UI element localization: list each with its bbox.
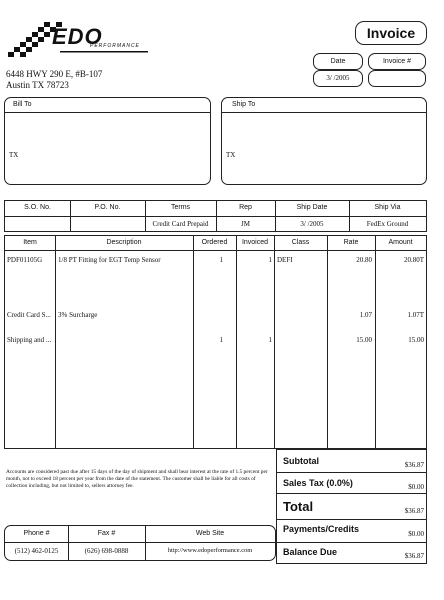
fax-number: (626) 698-0888 <box>84 547 129 555</box>
value-ship-via: FedEx Ground <box>366 220 409 228</box>
row-invoiced: 1 <box>268 336 272 344</box>
row-invoiced: 1 <box>268 256 272 264</box>
date-label: Date <box>313 53 363 70</box>
website-url[interactable]: http://www.edoperformance.com <box>167 547 253 554</box>
col-invoiced: Invoiced <box>241 239 269 246</box>
payment-terms-text: Accounts are considered past due after 15 days of the day of shipment and shall bear interest at the rate of 1.5 percent per month, not to exceed 18 percent per year from the date of the statement. The customer shall be liable for all costs of collection including, but not limited to, sellers attorney fee. <box>6 469 268 489</box>
header-ship-via: Ship Via <box>374 204 401 211</box>
row-item: PDF01105G <box>7 256 43 264</box>
ship-to-box <box>221 97 427 185</box>
value-rep: JM <box>241 220 250 228</box>
value-ship-date: 3/ /2005 <box>300 220 324 228</box>
company-logo <box>8 18 158 68</box>
logo-subtext: PERFORMANCE <box>90 43 140 49</box>
invoice-title: Invoice <box>355 21 427 45</box>
phone-label: Phone # <box>23 530 50 537</box>
row-description: 3% Surcharge <box>58 311 98 319</box>
row-amount: 15.00 <box>408 336 424 344</box>
bill-to-label: Bill To <box>13 101 32 108</box>
col-item: Item <box>23 239 37 246</box>
col-amount: Amount <box>388 239 413 246</box>
sales-tax-value: $0.00 <box>408 483 424 491</box>
col-ordered: Ordered <box>201 239 228 246</box>
payments-credits-label: Payments/Credits <box>283 524 360 534</box>
col-description: Description <box>106 239 142 246</box>
row-class: DEFI <box>277 256 293 264</box>
company-address-line1: 6448 HWY 290 E, #B-107 <box>6 69 103 79</box>
ship-to-state: TX <box>226 151 236 159</box>
header-so-no: S.O. No. <box>24 204 51 211</box>
col-class: Class <box>291 239 310 246</box>
invoice-number-value <box>368 70 426 87</box>
website-label: Web Site <box>195 530 225 537</box>
invoice-number-label: Invoice # <box>368 53 426 70</box>
row-rate: 20.80 <box>356 256 372 264</box>
fax-label: Fax # <box>97 530 116 537</box>
value-terms: Credit Card Prepaid <box>152 220 209 228</box>
header-rep: Rep <box>239 204 252 211</box>
totals-box <box>276 449 427 564</box>
date-value: 3/ /2005 <box>313 70 363 87</box>
payments-credits-value: $0.00 <box>408 530 424 538</box>
row-rate: 15.00 <box>356 336 372 344</box>
row-amount: 1.07T <box>407 311 424 319</box>
total-label: Total <box>283 499 314 514</box>
order-info-table <box>4 200 427 232</box>
col-rate: Rate <box>343 239 359 246</box>
company-address-line2: Austin TX 78723 <box>6 80 69 90</box>
phone-number: (512) 462-0125 <box>14 547 59 555</box>
row-item: Shipping and ... <box>7 336 52 344</box>
line-items-table <box>4 235 427 449</box>
bill-to-state: TX <box>9 151 19 159</box>
total-value: $36.87 <box>404 507 424 515</box>
balance-due-value: $36.87 <box>404 552 424 560</box>
row-description: 1/8 PT Fitting for EGT Temp Sensor <box>58 256 161 264</box>
subtotal-label: Subtotal <box>283 456 319 466</box>
bill-to-box <box>4 97 211 185</box>
balance-due-label: Balance Due <box>283 547 338 557</box>
row-amount: 20.80T <box>403 256 424 264</box>
logo-wordmark: EDO <box>52 24 103 49</box>
row-ordered: 1 <box>219 336 223 344</box>
subtotal-value: $36.87 <box>404 461 424 469</box>
header-terms: Terms <box>170 204 191 211</box>
sales-tax-label: Sales Tax (0.0%) <box>283 478 353 488</box>
row-ordered: 1 <box>219 256 223 264</box>
row-rate: 1.07 <box>359 311 372 319</box>
contact-box <box>4 525 276 561</box>
header-po-no: P.O. No. <box>94 204 121 211</box>
header-ship-date: Ship Date <box>296 204 328 211</box>
ship-to-label: Ship To <box>232 101 256 108</box>
row-item: Credit Card S... <box>7 311 51 319</box>
